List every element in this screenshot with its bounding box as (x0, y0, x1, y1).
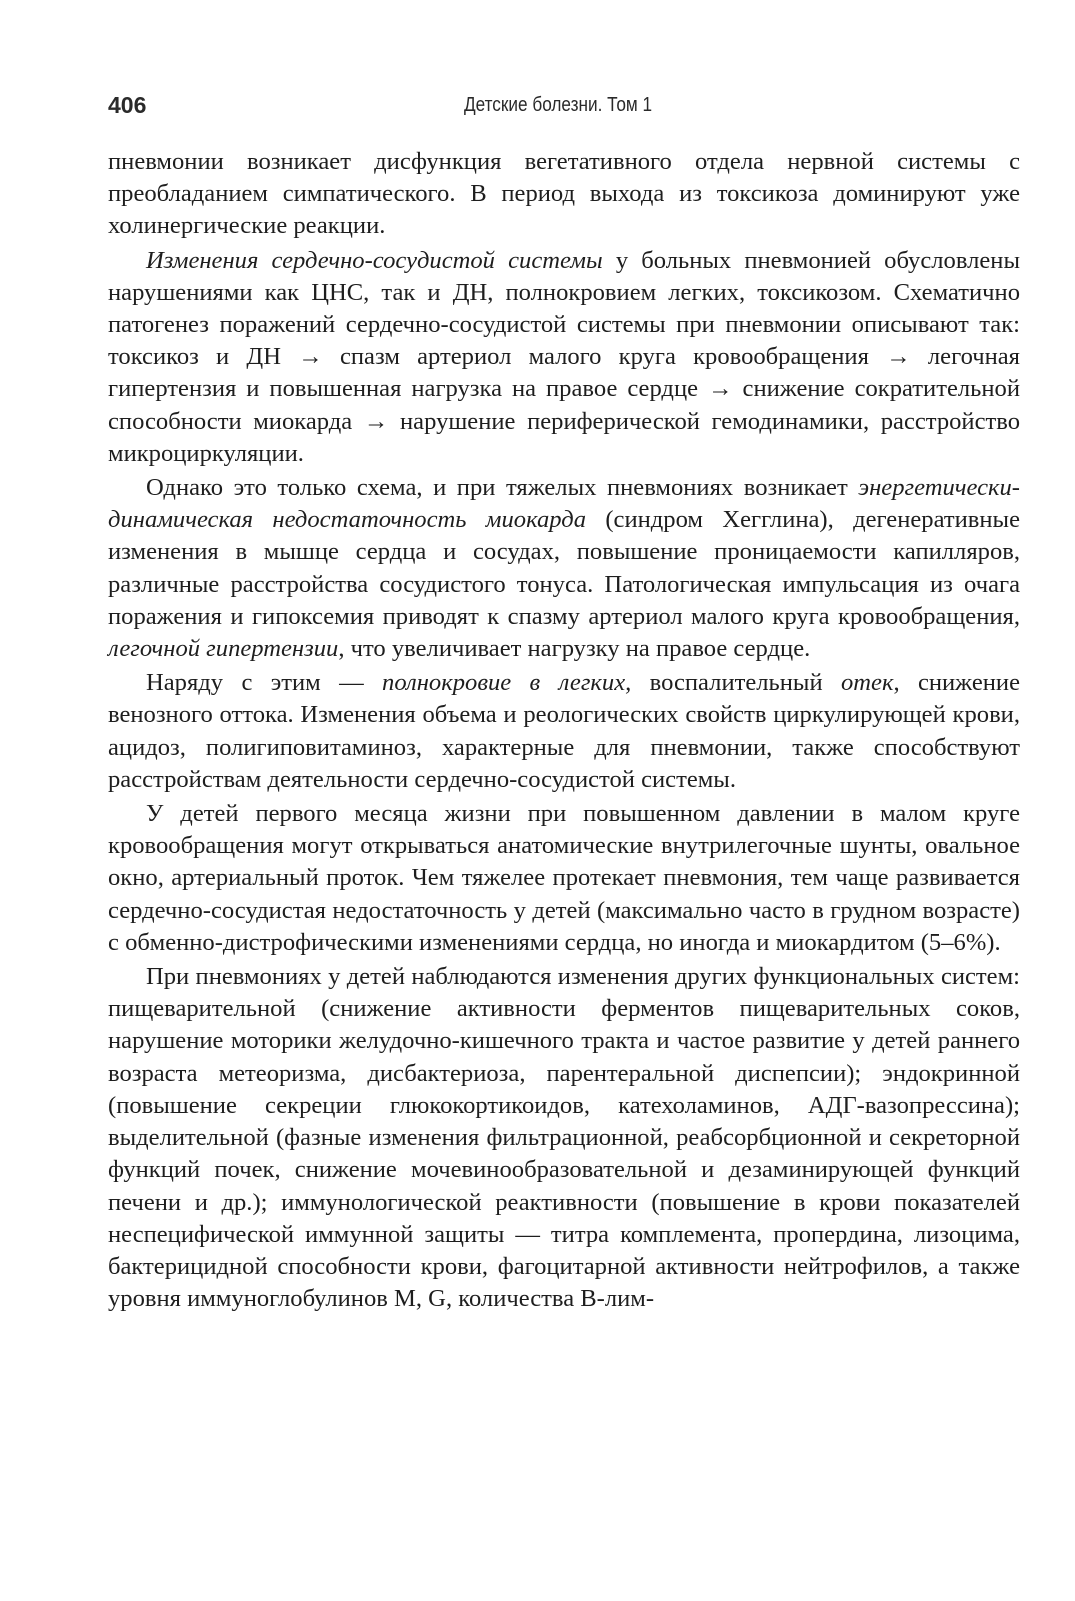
text-run: При пневмониях у детей наблюдаются изменения других функциональных систем: пищеварительной (снижение активности ферментов пищеварительных соков, нарушение моторики желудочно-кишечного тракта и частое развитие у детей раннего возраста метеоризма, дисбактериоза, парентеральной диспепсии); эндокринной (повышение секреции глюкокортикоидов, катехоламинов, АДГ-вазопрессина); выделительной (фазные изменения фильтрационной, реабсорбционной и секреторной функций почек, снижение мочевинообразовательной и дезаминирующей функций печени и др.); иммунологической реактивности (повышение в крови показателей неспецифической иммунной защиты — титра комплемента, пропердина, лизоцима, бактерицидной способности крови, фагоцитарной активности нейтрофилов, а также уровня иммуноглобулинов M, G, количества B-лим- (108, 963, 1020, 1313)
text-run: У детей первого месяца жизни при повышенном давлении в малом круге кровообращения могут открываться анатомические внутрилегочные шунты, овальное окно, артериальный проток. Чем тяжелее протекает пневмония, тем чаще развивается сердечно-сосудистая недостаточность у детей (максимально часто в грудном возрасте) с обменно-дистрофическими изменениями сердца, но иногда и миокардитом (5–6%). (108, 800, 1020, 956)
text-run: у больных пневмонией обусловлены нарушениями как ЦНС, так и ДН, полнокровием легких, токсикозом. Схематично патогенез поражений сердечно-сосудистой системы при пневмонии описывают так: токсикоз и ДН → спазм артериол малого круга кровообращения → легочная гипертензия и повышенная нагрузка на правое сердце → снижение сократительной способности миокарда → нарушение периферической гемодинамики, расстройство микроциркуляции. (108, 246, 1020, 467)
body-text (108, 146, 1020, 1315)
paragraph (108, 961, 1020, 1315)
running-title: Детские болезни. Том 1 (463, 94, 653, 116)
text-run: , снижение венозного оттока. Изменения объема и реологических свойств циркулирующей крови, ацидоз, полигиповитаминоз, характерные для пневмонии, также способствуют расстройствам деятельности сердечно-сосудистой системы. (108, 669, 1021, 793)
paragraph (108, 798, 1020, 959)
italic-term: Изменения сердечно-сосудистой системы (146, 246, 603, 274)
italic-term: энергетически-динамическая недостаточность миокарда (108, 474, 1020, 534)
text-run: Однако это только схема, и при тяжелых пневмониях возникает (146, 474, 859, 502)
text-run: воспалительный (631, 669, 841, 697)
text-run: , что увеличивает нагрузку на правое сердце. (338, 635, 811, 663)
page-header (108, 92, 1008, 124)
text-run: Наряду с этим — (146, 669, 383, 697)
paragraph (108, 667, 1020, 796)
paragraph (108, 245, 1020, 470)
italic-term: отек (840, 669, 894, 697)
text-run: пневмонии возникает дисфункция вегетативного отдела нервной системы с преобладанием симпатического. В период выхода из токсикоза доминируют уже холинергические реакции. (108, 148, 1020, 240)
italic-term: легочной гипертензии (108, 635, 339, 663)
text-run: (синдром Хегглина), дегенеративные изменения в мышце сердца и сосудах, повышение проницаемости капилляров, различные расстройства сосудистого тонуса. Патологическая импульсация из очага поражения и гипоксемия приводят к спазму артериол малого круга кровообращения, (108, 506, 1020, 630)
italic-term: полнокровие в легких, (382, 669, 632, 697)
paragraph (108, 472, 1020, 665)
page-number: 406 (108, 92, 147, 118)
paragraph (108, 146, 1020, 243)
